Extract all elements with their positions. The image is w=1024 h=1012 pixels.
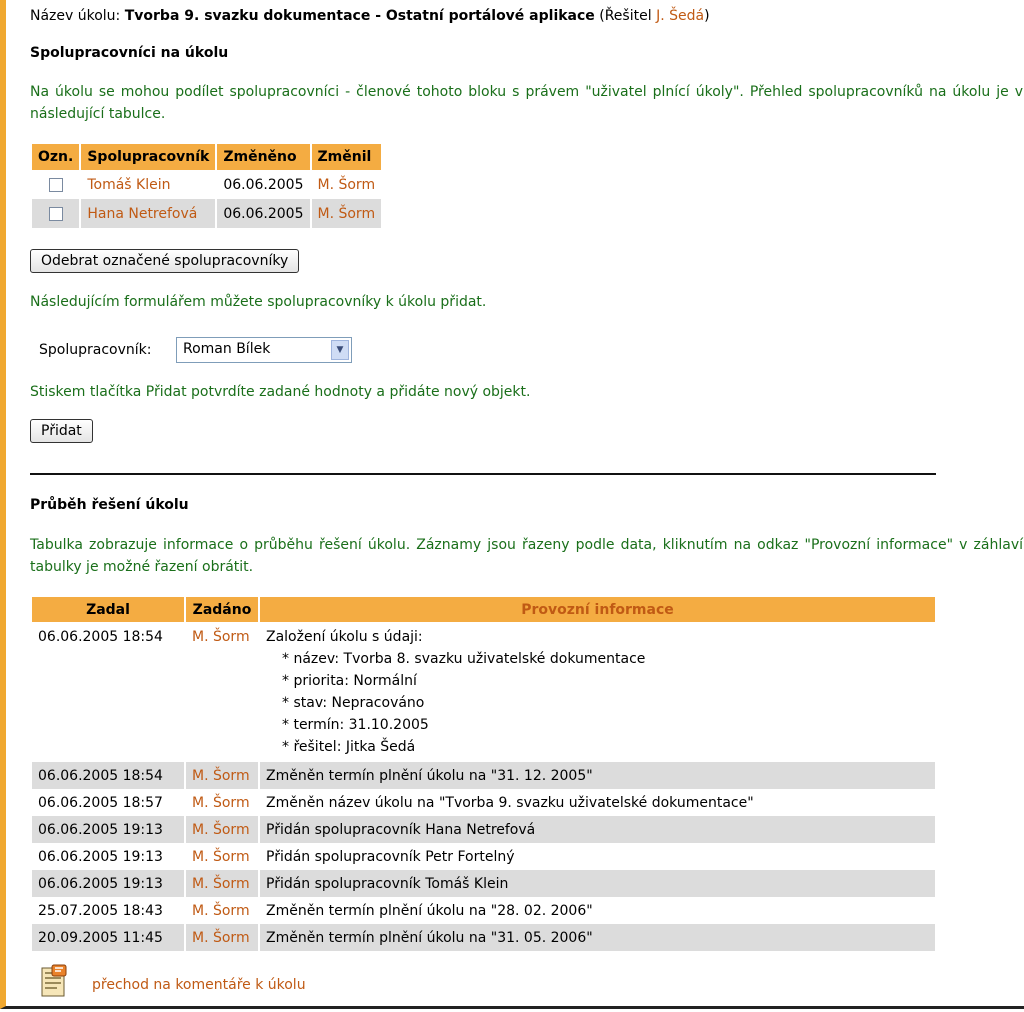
- entry-text: Přidán spolupracovník Petr Fortelný: [266, 848, 515, 865]
- entry-date: 25.07.2005 18:43: [38, 902, 163, 919]
- entry-author-link[interactable]: M. Šorm: [192, 794, 250, 811]
- entry-text: Změněn termín plnění úkolu na "31. 05. 2006": [260, 924, 935, 951]
- detail-line: * priorita: Normální: [282, 673, 417, 689]
- solver-link[interactable]: J. Šedá: [656, 8, 705, 24]
- collaborator-link[interactable]: Tomáš Klein: [87, 176, 171, 193]
- add-intro: Následujícím formulářem můžete spolupracovníky k úkolu přidat.: [30, 294, 487, 310]
- progress-intro: Tabulka zobrazuje informace o průběhu řešení úkolu. Záznamy jsou řazeny podle data, kliknutím na odkaz "Provozní informace" v záhlaví tabulky je možné řazení obrátit.: [30, 537, 1023, 575]
- confirm-text: Stiskem tlačítka Přidat potvrdíte zadané hodnoty a přidáte nový objekt.: [30, 384, 531, 400]
- entry-author-link[interactable]: M. Šorm: [192, 875, 250, 892]
- selected-collaborator: Roman Bílek: [183, 341, 271, 357]
- entry-author-link[interactable]: M. Šorm: [192, 767, 250, 784]
- col-entered: Zadáno: [186, 597, 258, 622]
- detail-line: * termín: 31.10.2005: [282, 717, 429, 733]
- collaborators-table: [30, 144, 383, 228]
- table-row: [32, 622, 935, 762]
- entry-text: Přidán spolupracovník Hana Netrefová: [260, 816, 935, 843]
- collaborator-select[interactable]: [176, 337, 352, 363]
- table-row: [32, 924, 935, 951]
- collaborators-intro: Na úkolu se mohou podílet spolupracovníci - členové tohoto bloku s právem "uživatel plnící úkoly". Přehled spolupracovníků na úkolu je v následující tabulce.: [30, 84, 1023, 122]
- comments-document-icon[interactable]: [40, 964, 68, 998]
- col-changed: Změněno: [217, 144, 309, 170]
- task-title: [30, 8, 710, 24]
- entry-date: 06.06.2005 19:13: [32, 816, 184, 843]
- entry-date: 06.06.2005 19:13: [38, 848, 163, 865]
- changed-by-link[interactable]: M. Šorm: [317, 176, 376, 193]
- task-name: Tvorba 9. svazku dokumentace - Ostatní portálové aplikace: [124, 8, 595, 24]
- table-row: [32, 762, 935, 789]
- entry-author-link[interactable]: M. Šorm: [192, 848, 250, 865]
- entry-text: Změněn termín plnění úkolu na "28. 02. 2006": [266, 902, 593, 919]
- comments-link[interactable]: přechod na komentáře k úkolu: [92, 977, 306, 993]
- collaborators-heading: Spolupracovníci na úkolu: [30, 45, 229, 61]
- collaborator-field-label: Spolupracovník:: [39, 342, 152, 358]
- entry-date: 20.09.2005 11:45: [32, 924, 184, 951]
- entry-author-link[interactable]: M. Šorm: [192, 629, 250, 645]
- select-checkbox[interactable]: [49, 207, 63, 221]
- col-mark: Ozn.: [32, 144, 79, 170]
- select-checkbox[interactable]: [49, 178, 63, 192]
- entry-details: [266, 648, 929, 758]
- section-divider: [30, 473, 936, 475]
- entry-date: 06.06.2005 18:54: [38, 629, 163, 645]
- changed-date: 06.06.2005: [223, 176, 304, 193]
- remove-collaborators-button[interactable]: Odebrat označené spolupracovníky: [30, 249, 299, 273]
- col-operational-info[interactable]: [260, 597, 935, 622]
- table-row: [32, 199, 381, 228]
- entry-date: 06.06.2005 18:54: [32, 762, 184, 789]
- entry-text: Změněn název úkolu na "Tvorba 9. svazku uživatelské dokumentace": [266, 794, 754, 811]
- sort-operational-info-link[interactable]: Provozní informace: [521, 601, 674, 618]
- add-button[interactable]: Přidat: [30, 419, 93, 443]
- entry-author-link[interactable]: M. Šorm: [192, 929, 250, 946]
- entry-date: 06.06.2005 18:57: [38, 794, 163, 811]
- detail-line: * stav: Nepracováno: [282, 695, 425, 711]
- table-row: [32, 170, 381, 199]
- collaborator-link[interactable]: Hana Netrefová: [87, 205, 198, 222]
- detail-line: * název: Tvorba 8. svazku uživatelské dokumentace: [282, 651, 646, 667]
- solver-prefix: (Řešitel: [599, 8, 652, 24]
- detail-line: * řešitel: Jitka Šedá: [282, 739, 416, 755]
- entry-author-link[interactable]: M. Šorm: [192, 821, 250, 838]
- solver-suffix: ): [704, 8, 710, 24]
- progress-heading: Průběh řešení úkolu: [30, 497, 189, 513]
- col-collaborator: Spolupracovník: [81, 144, 215, 170]
- table-row: [32, 789, 935, 816]
- entry-author-link[interactable]: M. Šorm: [192, 902, 250, 919]
- entry-text: Změněn termín plnění úkolu na "31. 12. 2005": [260, 762, 935, 789]
- entry-text: Založení úkolu s údaji:: [266, 629, 423, 645]
- changed-date: 06.06.2005: [217, 199, 309, 228]
- col-changed-by: Změnil: [312, 144, 382, 170]
- col-entered-by: Zadal: [32, 597, 184, 622]
- table-row: [32, 816, 935, 843]
- table-row: [32, 870, 935, 897]
- chevron-down-icon[interactable]: ▼: [331, 340, 349, 360]
- entry-date: 06.06.2005 19:13: [32, 870, 184, 897]
- table-row: [32, 897, 935, 924]
- task-label: Název úkolu:: [30, 8, 121, 24]
- progress-table: [30, 597, 937, 951]
- table-row: [32, 843, 935, 870]
- entry-text: Přidán spolupracovník Tomáš Klein: [260, 870, 935, 897]
- changed-by-link[interactable]: M. Šorm: [317, 205, 376, 222]
